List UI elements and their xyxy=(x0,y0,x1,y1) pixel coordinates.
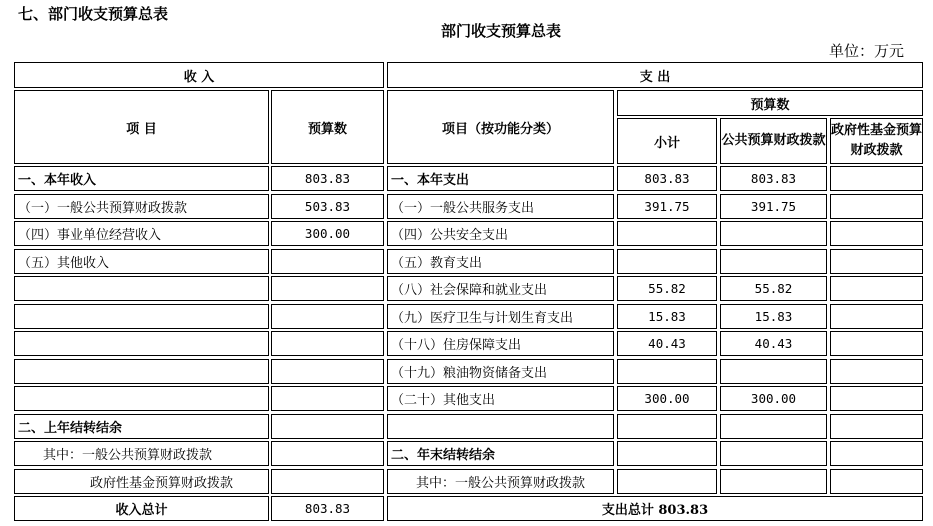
general-budget-cell xyxy=(720,221,827,246)
fund-budget-cell xyxy=(830,249,923,274)
income-header: 收 入 xyxy=(14,62,384,88)
expense-item-cell: （四）公共安全支出 xyxy=(387,221,614,246)
table-title: 部门收支预算总表 xyxy=(441,22,562,40)
income-value-cell xyxy=(271,469,384,494)
income-item-cell xyxy=(14,386,269,411)
income-item-cell: （四）事业单位经营收入 xyxy=(14,221,269,246)
income-item-cell: 二、上年结转结余 xyxy=(14,414,269,439)
income-value-cell xyxy=(271,276,384,301)
fund-budget-cell xyxy=(830,221,923,246)
income-value-cell xyxy=(271,331,384,356)
income-value-cell: 300.00 xyxy=(271,221,384,246)
expense-item-cell: 其中：一般公共预算财政拨款 xyxy=(387,469,614,494)
budget-group-header: 预算数 xyxy=(617,90,923,116)
expense-item-cell: （十九）粮油物资储备支出 xyxy=(387,359,614,384)
general-budget-cell: 15.83 xyxy=(720,304,827,329)
subtotal-cell xyxy=(617,441,717,466)
fund-budget-cell xyxy=(830,441,923,466)
income-value-cell xyxy=(271,386,384,411)
expense-item-cell: （二十）其他支出 xyxy=(387,386,614,411)
income-item-cell: （五）其他收入 xyxy=(14,249,269,274)
subtotal-cell: 391.75 xyxy=(617,194,717,219)
subtotal-cell xyxy=(617,221,717,246)
general-budget-cell: 391.75 xyxy=(720,194,827,219)
income-item-cell: 一、本年收入 xyxy=(14,166,269,191)
general-budget-header: 公共预算财政拨款 xyxy=(720,118,827,164)
expense-item-cell: （八）社会保障和就业支出 xyxy=(387,276,614,301)
general-budget-cell xyxy=(720,359,827,384)
expense-item-cell: 一、本年支出 xyxy=(387,166,614,191)
income-value-cell xyxy=(271,414,384,439)
general-budget-cell: 803.83 xyxy=(720,166,827,191)
subtotal-cell xyxy=(617,249,717,274)
income-item-cell: 其中：一般公共预算财政拨款 xyxy=(14,441,269,466)
income-item-cell xyxy=(14,331,269,356)
doc-heading: 七、部门收支预算总表 xyxy=(18,5,169,23)
expense-item-cell: （一）一般公共服务支出 xyxy=(387,194,614,219)
fund-budget-cell xyxy=(830,414,923,439)
income-total-label: 收入总计 xyxy=(14,496,269,521)
expense-item-cell: 二、年末结转结余 xyxy=(387,441,614,466)
general-budget-cell: 40.43 xyxy=(720,331,827,356)
subtotal-cell xyxy=(617,469,717,494)
general-budget-cell xyxy=(720,469,827,494)
subtotal-cell: 40.43 xyxy=(617,331,717,356)
income-value-cell xyxy=(271,359,384,384)
fund-budget-cell xyxy=(830,194,923,219)
subtotal-cell xyxy=(617,359,717,384)
income-value-cell: 503.83 xyxy=(271,194,384,219)
income-total-value: 803.83 xyxy=(271,496,384,521)
expense-item-cell xyxy=(387,414,614,439)
income-item-cell xyxy=(14,276,269,301)
income-value-cell: 803.83 xyxy=(271,166,384,191)
general-budget-cell: 300.00 xyxy=(720,386,827,411)
income-item-cell: 政府性基金预算财政拨款 xyxy=(14,469,269,494)
income-item-cell xyxy=(14,359,269,384)
income-value-cell xyxy=(271,249,384,274)
general-budget-cell xyxy=(720,441,827,466)
income-value-cell xyxy=(271,304,384,329)
unit-label: 单位：万元 xyxy=(829,42,905,60)
subtotal-cell: 803.83 xyxy=(617,166,717,191)
subtotal-cell: 300.00 xyxy=(617,386,717,411)
income-value-cell xyxy=(271,441,384,466)
income-item-header: 项 目 xyxy=(14,90,269,164)
subtotal-cell xyxy=(617,414,717,439)
expense-item-cell: （十八）住房保障支出 xyxy=(387,331,614,356)
fund-budget-cell xyxy=(830,276,923,301)
subtotal-cell: 15.83 xyxy=(617,304,717,329)
subtotal-cell: 55.82 xyxy=(617,276,717,301)
expense-header: 支 出 xyxy=(387,62,923,88)
subtotal-header: 小计 xyxy=(617,118,717,164)
fund-budget-cell xyxy=(830,304,923,329)
general-budget-cell: 55.82 xyxy=(720,276,827,301)
general-budget-cell xyxy=(720,414,827,439)
fund-budget-cell xyxy=(830,359,923,384)
income-budget-header: 预算数 xyxy=(271,90,384,164)
expense-item-cell: （五）教育支出 xyxy=(387,249,614,274)
fund-budget-cell xyxy=(830,331,923,356)
income-item-cell xyxy=(14,304,269,329)
general-budget-cell xyxy=(720,249,827,274)
fund-budget-cell xyxy=(830,386,923,411)
income-item-cell: （一）一般公共预算财政拨款 xyxy=(14,194,269,219)
fund-budget-cell xyxy=(830,166,923,191)
fund-budget-header: 政府性基金预算财政拨款 xyxy=(830,118,923,164)
fund-budget-cell xyxy=(830,469,923,494)
expense-item-header: 项目（按功能分类） xyxy=(387,90,614,164)
expense-item-cell: （九）医疗卫生与计划生育支出 xyxy=(387,304,614,329)
expense-total: 支出总计 803.83 xyxy=(387,496,923,521)
